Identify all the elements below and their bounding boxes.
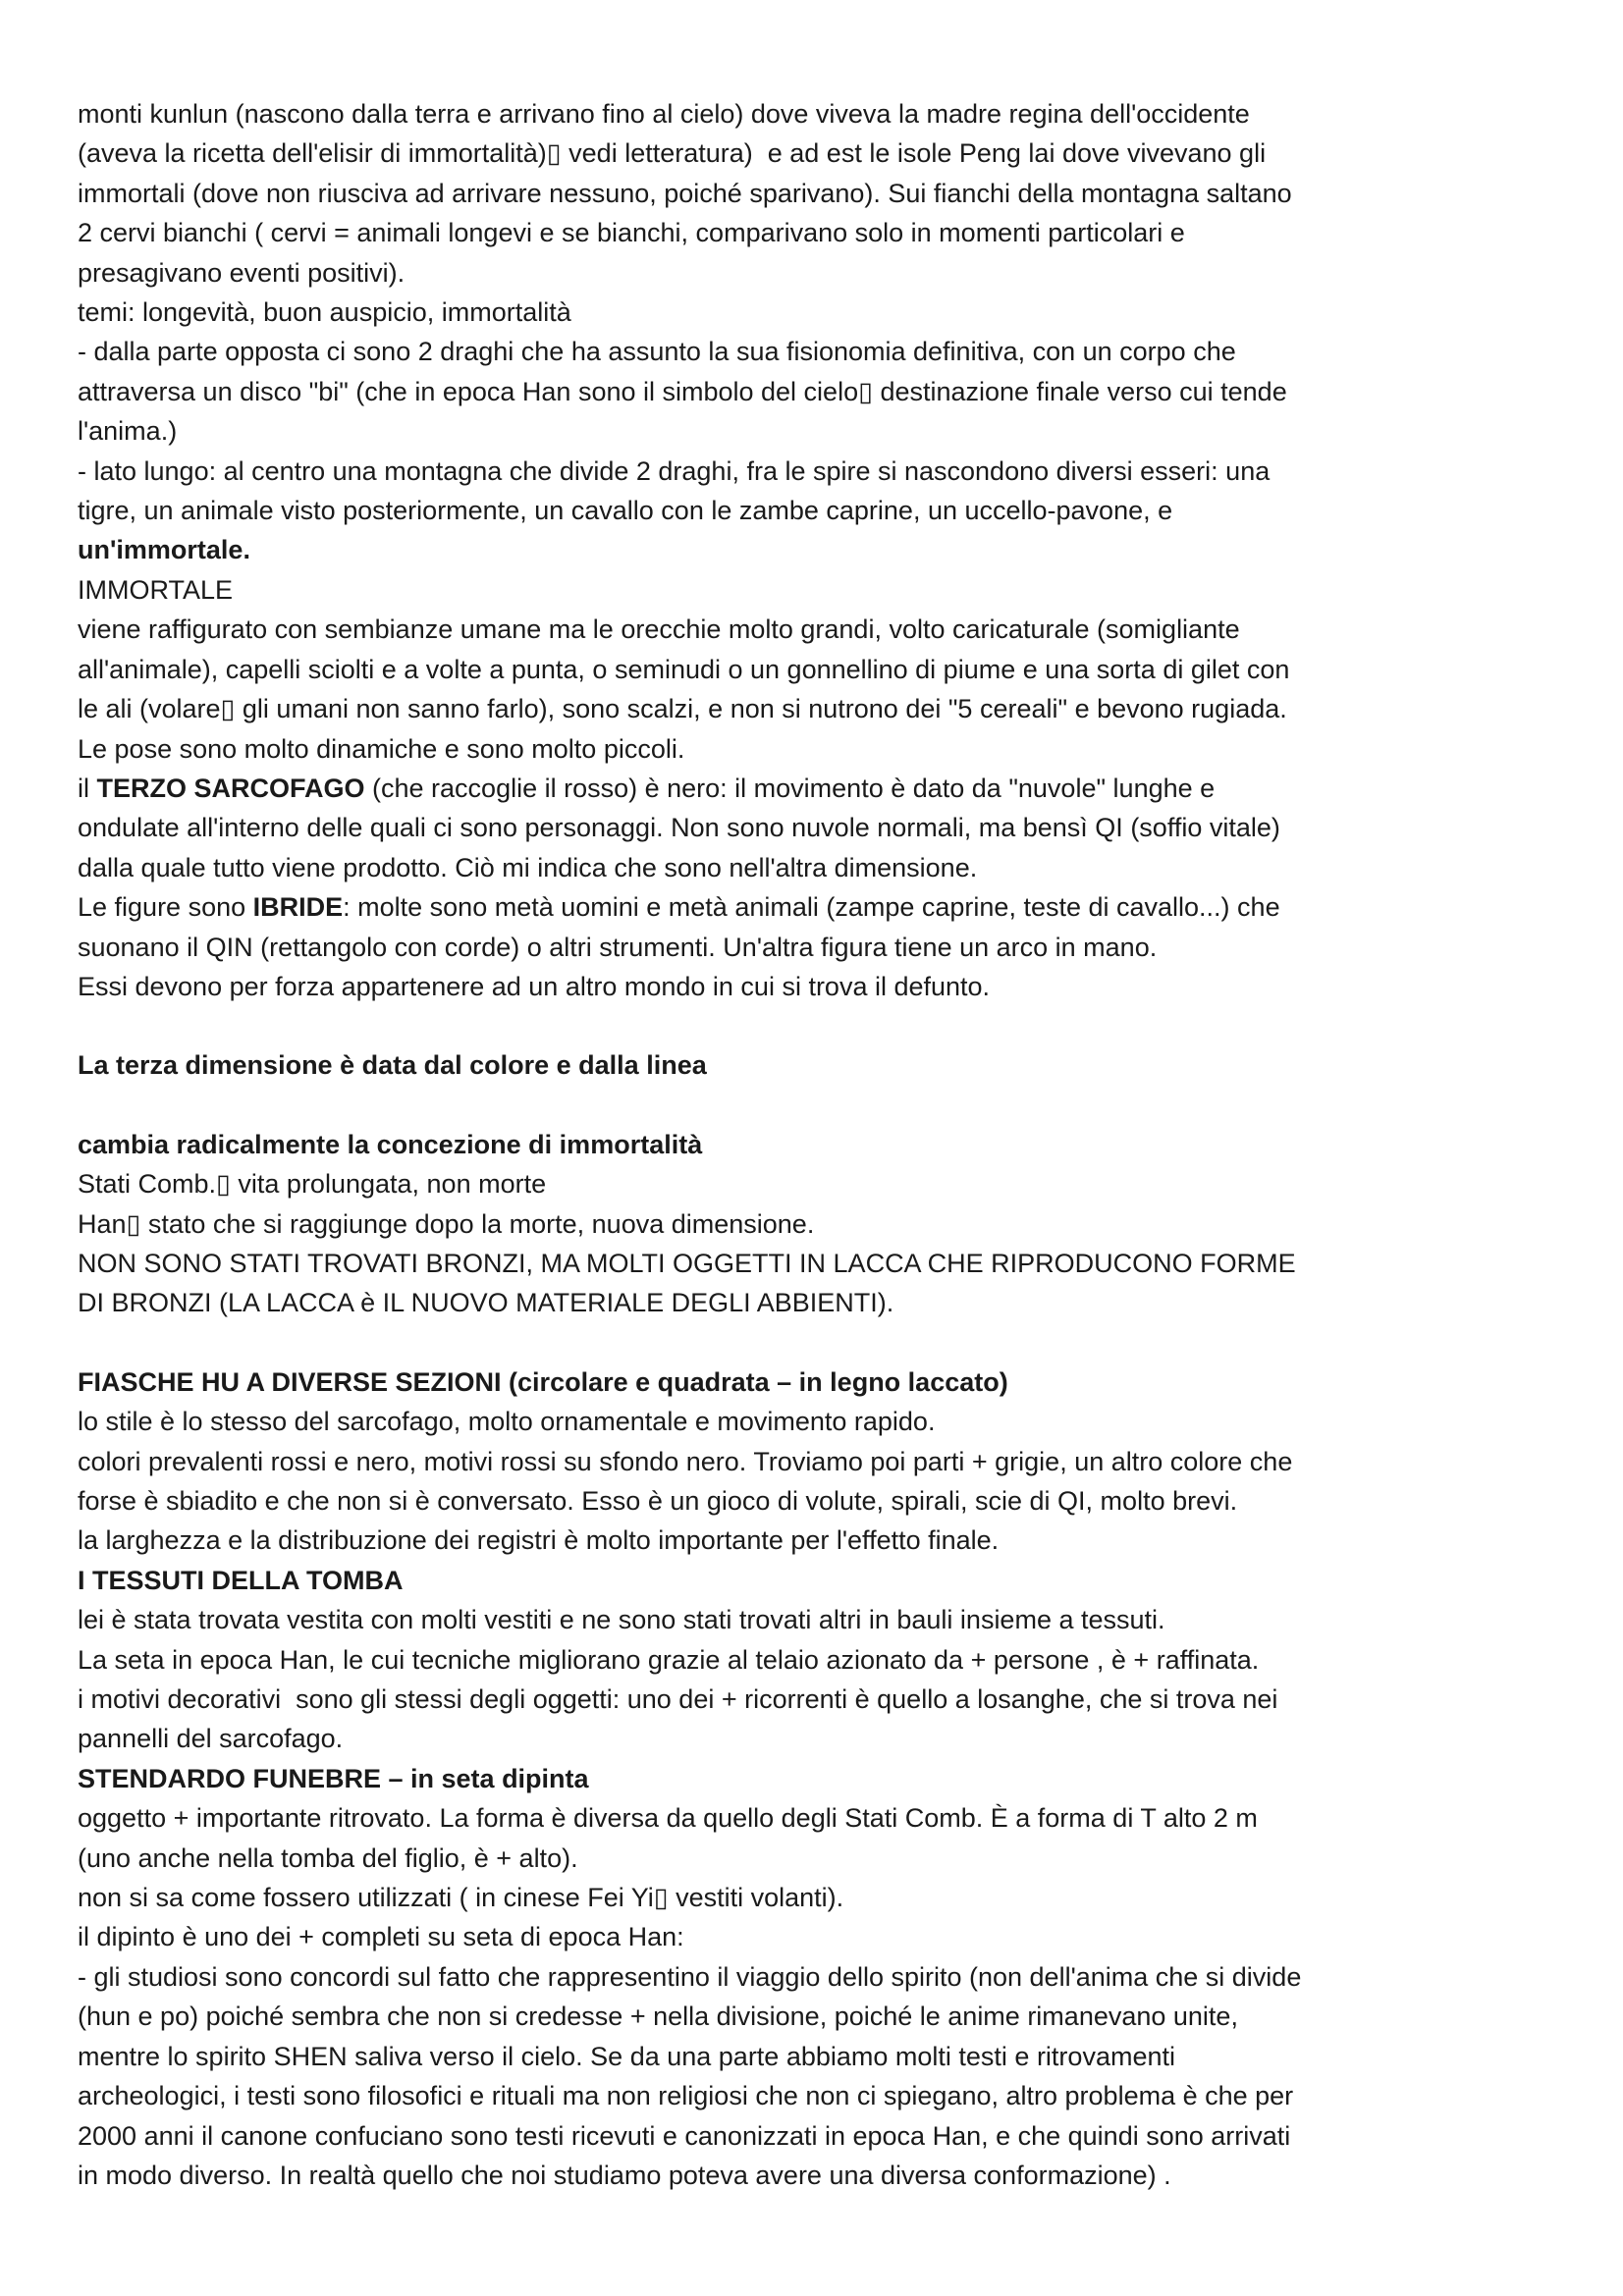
text-line: immortali (dove non riusciva ad arrivare nessuno, poiché sparivano). Sui fianchi della montagna saltano xyxy=(78,178,1292,208)
paragraph-gap xyxy=(78,1323,1491,1362)
text-fragment: : molte sono metà uomini e metà animali (zampe caprine, teste di cavallo...) che xyxy=(343,892,1280,923)
text-line: temi: longevità, buon auspicio, immortalità xyxy=(78,297,571,328)
text-line: il dipinto è uno dei + completi su seta di epoca Han: xyxy=(78,1922,684,1952)
heading-terza-dimensione xyxy=(78,1045,1491,1085)
text-line: in modo diverso. In realtà quello che noi studiamo poteva avere una diversa conformazione) . xyxy=(78,2160,1171,2190)
text-line: mentre lo spirito SHEN saliva verso il cielo. Se da una parte abbiamo molti testi e ritrovamenti xyxy=(78,2041,1175,2071)
text-line: lo stile è lo stesso del sarcofago, molto ornamentale e movimento rapido. xyxy=(78,1407,936,1437)
heading-stendardo-funebre xyxy=(78,1759,1491,1798)
document-page xyxy=(78,94,1491,2195)
bold-heading: I TESSUTI DELLA TOMBA xyxy=(78,1565,404,1595)
heading-concezione-immortalita xyxy=(78,1125,1491,1164)
text-line: presagivano eventi positivi). xyxy=(78,257,406,288)
text-line: pannelli del sarcofago. xyxy=(78,1724,344,1754)
bold-term: IBRIDE xyxy=(252,892,344,923)
text-line: Stati Comb.▯ vita prolungata, non morte xyxy=(78,1169,547,1200)
text-line: (uno anche nella tomba del figlio, è + alto). xyxy=(78,1842,578,1873)
text-line: (aveva la ricetta dell'elisir di immortalità)▯ vedi letteratura) e ad est le isole Peng lai dove vivevano gli xyxy=(78,138,1267,169)
text-fragment: Le figure sono xyxy=(78,892,253,923)
text-fragment: (che raccoglie il rosso) è nero: il movimento è dato da "nuvole" lunghe e xyxy=(364,773,1216,803)
text-line: DI BRONZI (LA LACCA è IL NUOVO MATERIALE DEGLI ABBIENTI). xyxy=(78,1288,894,1318)
text-line: 2000 anni il canone confuciano sono testi ricevuti e canonizzati in epoca Han, e che quindi sono arrivati xyxy=(78,2120,1291,2151)
text-line-terzo-sarcofago xyxy=(78,769,1491,808)
text-line: oggetto + importante ritrovato. La forma è diversa da quello degli Stati Comb. È a forma di T alto 2 m xyxy=(78,1803,1258,1834)
text-line: - dalla parte opposta ci sono 2 draghi che ha assunto la sua fisionomia definitiva, con un corpo che xyxy=(78,337,1236,367)
paragraph-gap xyxy=(78,1006,1491,1045)
text-line: le ali (volare▯ gli umani non sanno farlo), sono scalzi, e non si nutrono dei "5 cereali" e bevono rugiada. xyxy=(78,694,1287,724)
text-line: attraversa un disco "bi" (che in epoca Han sono il simbolo del cielo▯ destinazione finale verso cui tende xyxy=(78,376,1287,406)
text-line: viene raffigurato con sembianze umane ma le orecchie molto grandi, volto caricaturale (somigliante xyxy=(78,614,1240,645)
section-heading-immortale: IMMORTALE xyxy=(78,574,234,605)
text-line: forse è sbiadito e che non si è conversato. Esso è un gioco di volute, spirali, scie di QI, molto brevi. xyxy=(78,1486,1238,1516)
paragraph-gap xyxy=(78,1086,1491,1125)
heading-fiasche-hu xyxy=(78,1362,1491,1402)
text-line: archeologici, i testi sono filosofici e rituali ma non religiosi che non ci spiegano, altro problema è che per xyxy=(78,2081,1294,2111)
heading-tessuti-tomba xyxy=(78,1561,1491,1600)
text-line: (hun e po) poiché sembra che non si credesse + nella divisione, poiché le anime rimanevano unite, xyxy=(78,2002,1238,2032)
text-line-ibride xyxy=(78,887,1491,927)
text-line-bold xyxy=(78,530,1491,569)
text-line: monti kunlun (nascono dalla terra e arrivano fino al cielo) dove viveva la madre regina dell'occidente xyxy=(78,99,1250,129)
bold-heading: cambia radicalmente la concezione di immortalità xyxy=(78,1129,703,1159)
bold-heading: FIASCHE HU A DIVERSE SEZIONI (circolare e quadrata – in legno laccato) xyxy=(78,1366,1008,1397)
text-line: non si sa come fossero utilizzati ( in cinese Fei Yi▯ vestiti volanti). xyxy=(78,1883,844,1913)
text-line: - lato lungo: al centro una montagna che divide 2 draghi, fra le spire si nascondono diversi esseri: una xyxy=(78,455,1271,486)
bold-heading: STENDARDO FUNEBRE – in seta dipinta xyxy=(78,1763,589,1793)
bold-term: TERZO SARCOFAGO xyxy=(96,773,365,803)
text-line: dalla quale tutto viene prodotto. Ciò mi indica che sono nell'altra dimensione. xyxy=(78,852,978,882)
bold-heading: La terza dimensione è data dal colore e dalla linea xyxy=(78,1050,707,1081)
text-line: l'anima.) xyxy=(78,416,178,447)
text-line: ondulate all'interno delle quali ci sono personaggi. Non sono nuvole normali, ma bensì QI (soffio vitale) xyxy=(78,813,1280,843)
text-line: all'animale), capelli sciolti e a volte a punta, o seminudi o un gonnellino di piume e una sorta di gilet con xyxy=(78,654,1290,684)
text-line: Le pose sono molto dinamiche e sono molto piccoli. xyxy=(78,733,685,764)
text-line: tigre, un animale visto posteriormente, un cavallo con le zambe caprine, un uccello-pavone, e xyxy=(78,496,1173,526)
text-line: lei è stata trovata vestita con molti vestiti e ne sono stati trovati altri in bauli insieme a tessuti. xyxy=(78,1605,1165,1635)
text-line: La seta in epoca Han, le cui tecniche migliorano grazie al telaio azionato da + persone , è + raffinata. xyxy=(78,1644,1260,1675)
text-line: NON SONO STATI TROVATI BRONZI, MA MOLTI OGGETTI IN LACCA CHE RIPRODUCONO FORME xyxy=(78,1248,1296,1278)
text-line: la larghezza e la distribuzione dei registri è molto importante per l'effetto finale. xyxy=(78,1525,1000,1556)
text-line: - gli studiosi sono concordi sul fatto che rappresentino il viaggio dello spirito (non dell'anima che si divide xyxy=(78,1961,1302,1992)
text-line: colori prevalenti rossi e nero, motivi rossi su sfondo nero. Troviamo poi parti + grigie, un altro colore che xyxy=(78,1446,1293,1476)
text-line: suonano il QIN (rettangolo con corde) o altri strumenti. Un'altra figura tiene un arco in mano. xyxy=(78,932,1158,962)
bold-term: un'immortale. xyxy=(78,535,250,565)
text-line: i motivi decorativi sono gli stessi degli oggetti: uno dei + ricorrenti è quello a losanghe, che si trova nei xyxy=(78,1684,1278,1715)
text-line: Han▯ stato che si raggiunge dopo la morte, nuova dimensione. xyxy=(78,1208,815,1239)
text-fragment: il xyxy=(78,773,97,803)
text-line: Essi devono per forza appartenere ad un altro mondo in cui si trova il defunto. xyxy=(78,971,991,1001)
text-line: 2 cervi bianchi ( cervi = animali longevi e se bianchi, comparivano solo in momenti particolari e xyxy=(78,218,1185,248)
